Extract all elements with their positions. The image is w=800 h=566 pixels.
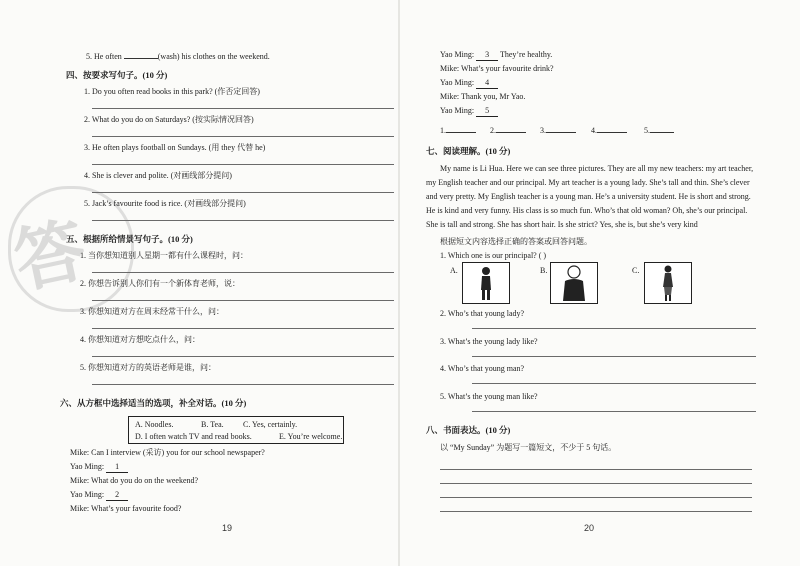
person-figure-icon [645, 263, 691, 303]
writing-prompt: 以 “My Sunday” 为题写一篇短文，不少于 5 句话。 [440, 443, 617, 452]
picture-a[interactable] [462, 262, 510, 304]
answer-line[interactable] [92, 384, 394, 385]
section4-item: 4. She is clever and polite. (对画线部分提问) [84, 171, 232, 180]
options-box [128, 416, 344, 444]
section8-heading: 八、书面表达。(10 分) [426, 425, 511, 435]
writing-line[interactable] [440, 483, 752, 484]
passage-line: and very pretty. My English teacher is a young man. He’s a university student. He is short and strong. [426, 192, 751, 201]
dialog-line: Mike: What do you do on the weekend? [70, 476, 199, 485]
answer-line[interactable] [92, 220, 394, 221]
answer-line[interactable] [472, 328, 756, 329]
answer-slot-3[interactable]: 3. [540, 124, 576, 136]
answer-line[interactable] [472, 411, 756, 412]
answer-line[interactable] [472, 383, 756, 384]
dialog-line: Mike: Can I interview (采访) you for our school newspaper? [70, 448, 265, 457]
dialog-blank[interactable]: 3 [476, 50, 498, 61]
dialog-line: Mike: What’s your favourite drink? [440, 64, 554, 73]
option-c: C. Yes, certainly. [243, 420, 298, 429]
answer-line[interactable] [92, 164, 394, 165]
page-number: 19 [222, 523, 233, 533]
section4-heading: 四、按要求写句子。(10 分) [66, 70, 168, 80]
question-4: 4. Who’s that young man? [440, 364, 525, 373]
section4-item: 3. He often plays football on Sundays. (用 they 代替 he) [84, 143, 266, 152]
passage-line: my English teacher and our principal. My art teacher is a young lady. She’s tall and thin. She’s clever [426, 178, 750, 187]
writing-line[interactable] [440, 497, 752, 498]
writing-line[interactable] [440, 469, 752, 470]
answer-blank[interactable] [124, 50, 158, 59]
answer-line[interactable] [472, 356, 756, 357]
picture-label-a: A. [450, 266, 458, 275]
dialog-line: Mike: What’s your favourite food? [70, 504, 182, 513]
person-figure-icon [463, 263, 509, 303]
question-5: 5. What’s the young man like? [440, 392, 538, 401]
person-figure-icon [551, 263, 597, 303]
dialog-line: Mike: Thank you, Mr Yao. [440, 92, 526, 101]
instruction: 根据短文内容选择正确的答案或回答问题。 [440, 237, 592, 246]
question-1: 1. Which one is our principal? ( ) [440, 251, 547, 260]
section7-heading: 七、阅读理解。(10 分) [426, 146, 511, 156]
picture-b[interactable] [550, 262, 598, 304]
answer-line[interactable] [92, 328, 394, 329]
section5-item: 3. 你想知道对方在周末经常干什么，问： [80, 307, 224, 316]
dialog-blank[interactable]: 5 [476, 106, 498, 117]
dialog-line: Yao Ming: 4 [440, 78, 498, 89]
right-page [400, 0, 800, 566]
page-number: 20 [584, 523, 595, 533]
watermark-text: 答 [7, 208, 93, 304]
section4-item: 5. Jack’s favourite food is rice. (对画线部分提问) [84, 199, 246, 208]
question-2: 2. Who’s that young lady? [440, 309, 525, 318]
writing-line[interactable] [440, 511, 752, 512]
answer-line[interactable] [92, 300, 394, 301]
dialog-blank[interactable]: 2 [106, 490, 128, 501]
option-d: D. I often watch TV and read books. [135, 432, 252, 441]
section5-item: 2. 你想告诉别人你们有一个新体育老师，说： [80, 279, 240, 288]
section5-item: 1. 当你想知道别人星期一都有什么课程时，问： [80, 251, 248, 260]
answer-line[interactable] [92, 108, 394, 109]
dialog-blank[interactable]: 4 [476, 78, 498, 89]
answer-slot-2[interactable]: 2. [490, 124, 526, 136]
picture-label-b: B. [540, 266, 548, 275]
option-b: B. Tea. [201, 420, 224, 429]
answer-slot-5[interactable]: 5. [644, 124, 674, 136]
section5-item: 4. 你想知道对方想吃点什么，问： [80, 335, 200, 344]
picture-label-c: C. [632, 266, 640, 275]
passage-line: He is kind and very funny. His class is so much fun. Who’s that old woman? Oh, she’s our principal. [426, 206, 748, 215]
picture-c[interactable] [644, 262, 692, 304]
dialog-blank[interactable]: 1 [106, 462, 128, 473]
answer-slot-4[interactable]: 4. [591, 124, 627, 136]
question-3: 3. What’s the young lady like? [440, 337, 538, 346]
dialog-line: Yao Ming: 3 They’re healthy. [440, 50, 553, 59]
option-e: E. You’re welcome. [279, 432, 343, 441]
answer-line[interactable] [92, 192, 394, 193]
dialog-line: Yao Ming: 5 [440, 106, 498, 117]
passage-line: My name is Li Hua. Here we can see three pictures. They are all my new teachers: my art teacher, [440, 164, 754, 173]
answer-slot-1[interactable]: 1. [440, 124, 476, 136]
answer-line[interactable] [92, 272, 394, 273]
dialog-line: Yao Ming: 1 [70, 462, 128, 473]
dialog-line: Yao Ming: 2 [70, 490, 128, 501]
section5-item: 5. 你想知道对方的英语老师是谁，问： [80, 363, 216, 372]
section6-heading: 六、从方框中选择适当的选项，补全对话。(10 分) [60, 398, 247, 408]
passage-line: She is tall and strong. She has short hair. Is she strict? Yes, she is, but she’s very kind [426, 220, 698, 229]
answer-line[interactable] [92, 136, 394, 137]
answer-line[interactable] [92, 356, 394, 357]
left-page [0, 0, 398, 566]
q4-5-sentence: 5. He often (wash) his clothes on the weekend. [86, 52, 270, 61]
section5-heading: 五、根据所给情景写句子。(10 分) [66, 234, 193, 244]
section4-item: 2. What do you do on Saturdays? (按实际情况回答) [84, 115, 254, 124]
option-a: A. Noodles. [135, 420, 174, 429]
section4-item: 1. Do you often read books in this park? (作否定回答) [84, 87, 260, 96]
